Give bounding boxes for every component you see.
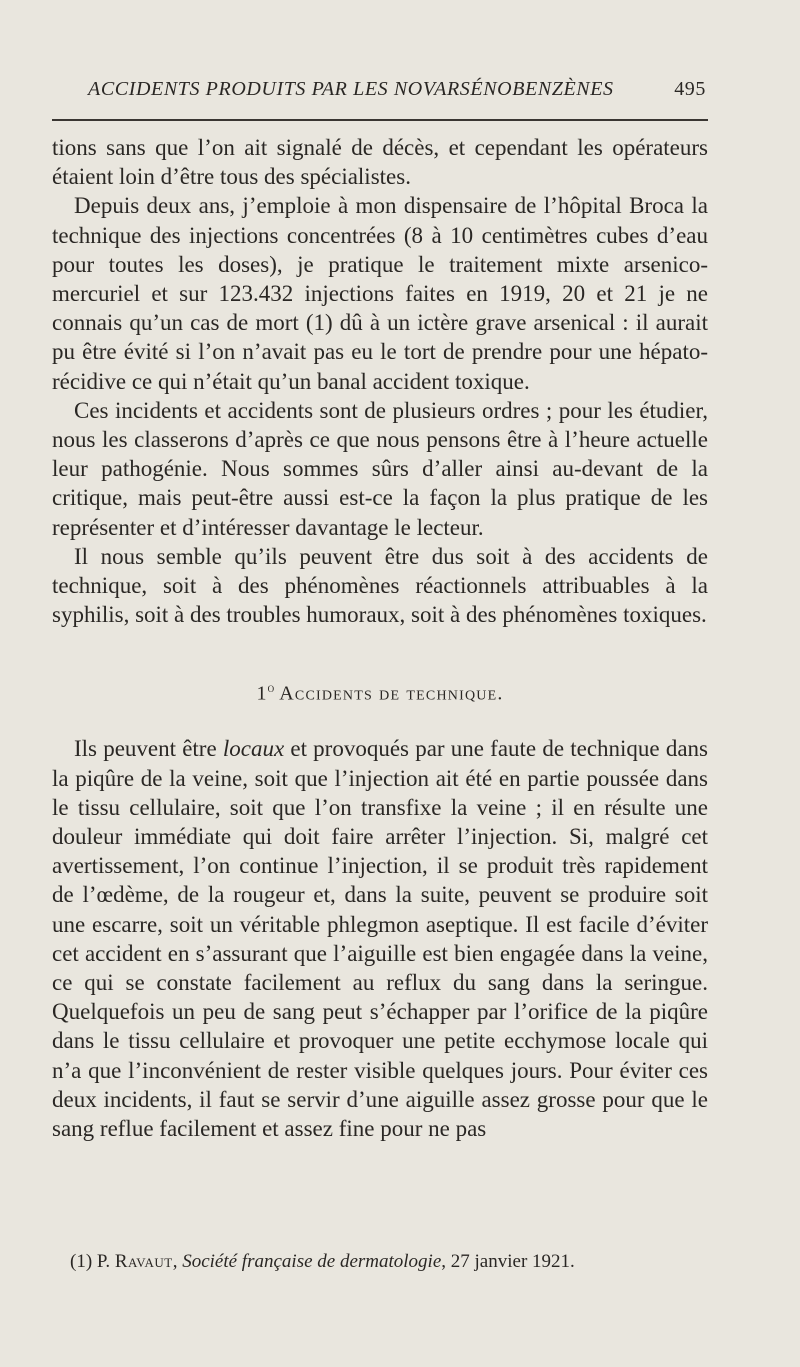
- running-head: [88, 78, 706, 101]
- footnote-date: , 27 janvier 1921.: [441, 1251, 575, 1272]
- emphasis-locaux: locaux: [222, 736, 285, 762]
- paragraph-3: Ces incidents et accidents sont de plusieurs ordres ; pour les étudier, nous les classerons d’après ce que nous pensons être à l’heure actuelle leur pathogénie. Nous sommes sûrs d’aller ainsi au-devant de la critique, mais peut-être aussi est-ce la façon la plus pratique de les représenter et d’intéresser davantage le lecteur.: [52, 397, 708, 540]
- section-heading: [52, 673, 708, 709]
- paragraph-1: tions sans que l’on ait signalé de décès, et cependant les opérateurs étaient loin d’être tous des spécialistes.: [52, 135, 708, 190]
- footnote-marker: (1) P.: [70, 1251, 115, 1272]
- footnote-journal: Société française de dermatologie: [182, 1251, 442, 1272]
- footnote-separator: ,: [172, 1251, 183, 1272]
- running-head-title: ACCIDENTS PRODUITS PAR LES NOVARSÉNOBENZÈNES: [88, 78, 614, 100]
- section-title-text: Accidents de technique.: [279, 683, 504, 706]
- footnote-author: Ravaut: [114, 1251, 173, 1272]
- paragraph-5-rest: et provoqués par une faute de technique dans la piqûre de la veine, soit que l’injection ait été en partie poussée dans le tissu cellulaire, soit que l’on transfixe la veine ; il en résulte une douleur immédiate qui doit faire arrêter l’injection. Si, malgré cet avertissement, l’on continue l’injection, il se produit très rapidement de l’œdème, de la rougeur et, dans la suite, peuvent se produire soit une escarre, soit un véritable phlegmon aseptique. Il est facile d’éviter cet accident en s’assurant que l’aiguille est bien engagée dans la veine, ce qui se constate facilement au reflux du sang dans la seringue. Quelquefois un peu de sang peut s’échapper par l’orifice de la piqûre dans le tissu cellulaire et provoquer une petite ecchymose locale qui n’a que l’inconvénient de rester visible quelques jours. Pour éviter ces deux incidents, il faut se servir d’une aiguille assez grosse pour que le sang reflue facilement et assez fine pour ne pas: [52, 736, 708, 1141]
- page-number: 495: [674, 78, 706, 100]
- paragraph-5-start: Ils peuvent être: [74, 736, 223, 762]
- paragraph-5: [52, 734, 708, 1143]
- paragraph-4: Il nous semble qu’ils peuvent être dus soit à des accidents de technique, soit à des phénomènes réactionnels attribuables à la syphilis, soit à des troubles humoraux, soit à des phénomènes toxiques.: [52, 543, 708, 628]
- paragraph-2: Depuis deux ans, j’emploie à mon dispensaire de l’hôpital Broca la technique des injections concentrées (8 à 10 centimètres cubes d’eau pour toutes les doses), je pratique le traitement mixte arsenico-mercuriel et sur 123.432 injections faites en 1919, 20 et 21 je ne connais qu’un cas de mort (1) dû à un ictère grave arsenical : il aurait pu être évité si l’on n’avait pas eu le tort de prendre pour une hépato-récidive ce qui n’était qu’un banal accident toxique.: [52, 193, 708, 394]
- section-degree: o: [267, 680, 275, 696]
- footnote: [70, 1250, 710, 1274]
- body-text: [52, 133, 708, 1143]
- section-number: 1: [256, 683, 268, 706]
- header-rule: [52, 119, 708, 121]
